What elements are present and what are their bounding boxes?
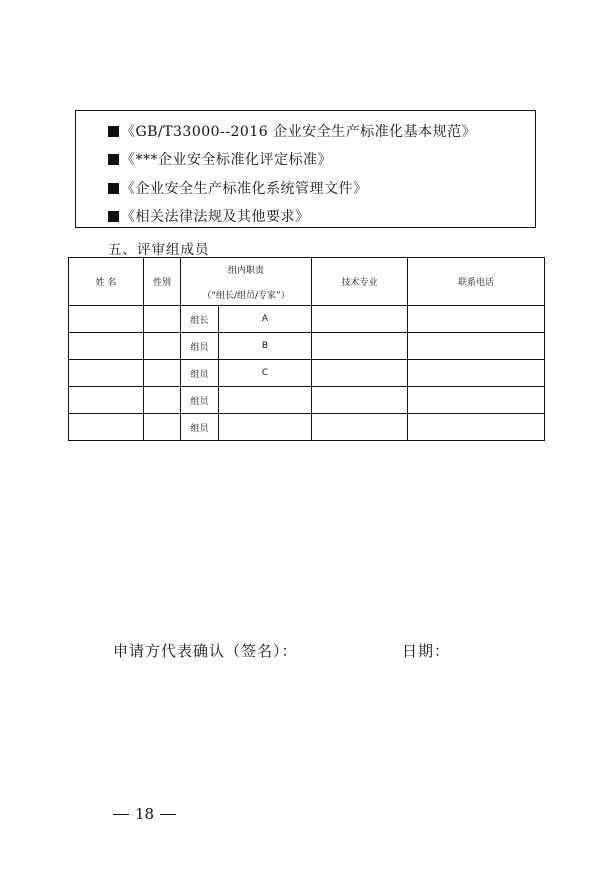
square-bullet-icon [108,211,119,222]
header-duty: 组内职责 （“组长/组员/专家”） [181,258,312,306]
header-phone: 联系电话 [408,258,545,306]
phone-cell[interactable] [408,360,545,387]
specialty-cell[interactable] [312,333,408,360]
dash-decoration [160,814,176,816]
reference-item: 《相关法律法规及其他要求》 [108,206,310,226]
name-cell[interactable] [69,306,144,333]
table-row [69,414,545,441]
reference-item: 《***企业安全标准化评定标准》 [108,149,332,169]
reference-documents-box [75,110,536,228]
reference-item: 《企业安全生产标准化系统管理文件》 [108,178,368,198]
specialty-cell[interactable] [312,306,408,333]
gender-cell[interactable] [144,306,181,333]
specialty-cell[interactable] [312,414,408,441]
table-header-row [69,258,545,306]
role-cell: 组员 [181,333,219,360]
phone-cell[interactable] [408,387,545,414]
name-cell[interactable] [69,387,144,414]
role-cell: 组员 [181,360,219,387]
square-bullet-icon [108,154,119,165]
applicant-confirmation-label: 申请方代表确认（签名）： [113,642,298,660]
member-cell[interactable] [219,414,312,441]
member-cell[interactable]: B [219,333,312,360]
member-cell[interactable]: C [219,360,312,387]
gender-cell[interactable] [144,414,181,441]
name-cell[interactable] [69,414,144,441]
header-gender: 性别 [144,258,181,306]
review-team-table [68,257,545,441]
name-cell[interactable] [69,360,144,387]
phone-cell[interactable] [408,306,545,333]
page-number: 18 [107,805,182,823]
role-cell: 组员 [181,387,219,414]
gender-cell[interactable] [144,387,181,414]
phone-cell[interactable] [408,414,545,441]
reference-item: 《GB/T33000--2016 企业安全生产标准化基本规范》 [108,121,476,141]
table-row [69,360,545,387]
square-bullet-icon [108,126,119,137]
member-cell[interactable] [219,387,312,414]
section-title: 五、评审组成员 [108,242,210,258]
table-row [69,387,545,414]
member-cell[interactable]: A [219,306,312,333]
dash-decoration [113,814,129,816]
date-label: 日期： [402,642,451,660]
table-row [69,333,545,360]
header-specialty: 技术专业 [312,258,408,306]
specialty-cell[interactable] [312,360,408,387]
specialty-cell[interactable] [312,387,408,414]
gender-cell[interactable] [144,360,181,387]
table-row [69,306,545,333]
name-cell[interactable] [69,333,144,360]
phone-cell[interactable] [408,333,545,360]
gender-cell[interactable] [144,333,181,360]
square-bullet-icon [108,183,119,194]
role-cell: 组员 [181,414,219,441]
header-name: 姓 名 [69,258,144,306]
role-cell: 组长 [181,306,219,333]
